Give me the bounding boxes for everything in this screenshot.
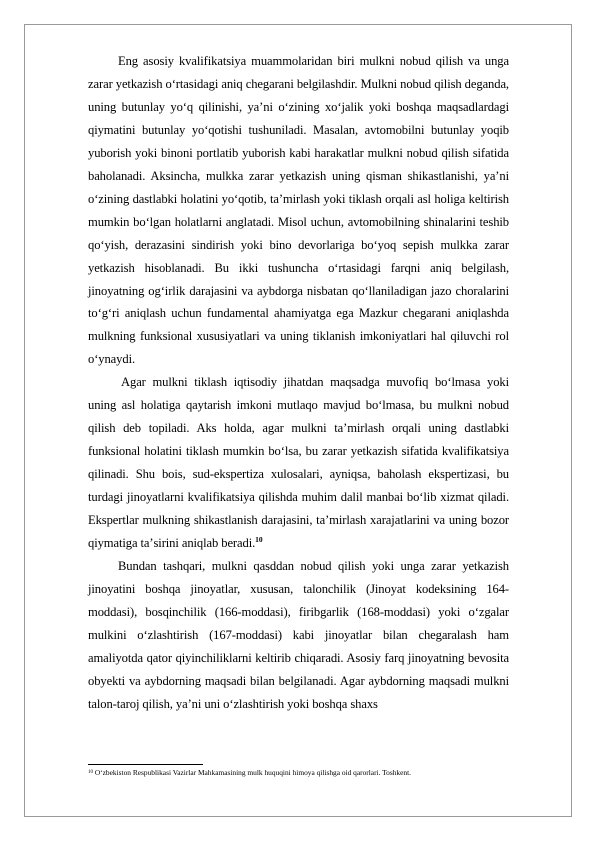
paragraph-2 bbox=[88, 371, 509, 555]
footnote-text: Oʻzbekiston Respublikasi Vazirlar Mahkamasining mulk huquqini himoya qilishga oid qarorlari. Toshkent. bbox=[93, 768, 411, 777]
paragraph-2-text: Agar mulkni tiklash iqtisodiy jihatdan maqsadga muvofiq boʻlmasa yoki uning asl holatiga qaytarish imkoni mutlaqo mavjud boʻlmasa, bu mulkni nobud qilish deb topiladi. Aks holda, agar mulkni taʼmirlash orqali uning dastlabki funksional holatini tiklash mumkin boʻlsa, bu zarar yetkazish sifatida kvalifikatsiya qilinadi. Shu bois, sud-ekspertiza xulosalari, ayniqsa, baholash ekspertizasi, bu turdagi jinoyatlarni kvalifikatsiya qilishda muhim dalil manbai boʻlib xizmat qiladi. Ekspertlar mulkning shikastlanish darajasini, taʼmirlash xarajatlarini va uning bozor qiymatiga taʼsirini aniqlab beradi. bbox=[88, 375, 509, 551]
footnote-reference[interactable]: 10 bbox=[255, 535, 263, 545]
paragraph-1: Eng asosiy kvalifikatsiya muammolaridan biri mulkni nobud qilish va unga zarar yetkazish oʻrtasidagi aniq chegarani belgilashdir. Mulkni nobud qilish deganda, uning butunlay yoʻq qilinishi, yaʼni oʻzining xoʻjalik yoki boshqa maqsadlardagi qiymatini butunlay yoʻqotishi tushuniladi. Masalan, avtomobilni butunlay yoqib yuborish yoki binoni portlatib yuborish kabi harakatlar mulkni nobud qilish sifatida baholanadi. Aksincha, mulkka zarar yetkazish uning qisman shikastlanishi, yaʼni oʻzining dastlabki holatini yoʻqotib, taʼmirlash yoki tiklash orqali asl holiga keltirish mumkin boʻlgan holatlarni anglatadi. Misol uchun, avtomobilning shinalarini teshib qoʻyish, derazasini sindirish yoki bino devorlariga boʻyoq sepish mulkka zarar yetkazish hisoblanadi. Bu ikki tushuncha oʻrtasidagi farqni aniq belgilash, jinoyatning ogʻirlik darajasini va aybdorga nisbatan qoʻllaniladigan jazo choralarini toʻgʻri aniqlash uchun fundamental ahamiyatga ega Mazkur chegarani aniqlashda mulkning funksional xususiyatlari va uning tiklanish imkoniyatlari hal qiluvchi rol oʻynaydi. bbox=[88, 54, 509, 367]
body-text bbox=[88, 50, 509, 716]
footnote-separator bbox=[88, 764, 203, 765]
footnote-number: 10 bbox=[88, 770, 93, 775]
paragraph-3: Bundan tashqari, mulkni qasddan nobud qilish yoki unga zarar yetkazish jinoyatini boshqa jinoyatlar, xususan, talonchilik (Jinoyat kodeksining 164-moddasi), bosqinchilik (166-moddasi), firibgarlik (168-moddasi) yoki oʻzgalar mulkini oʻzlashtirish (167-moddasi) kabi jinoyatlar bilan chegaralash ham amaliyotda qator qiyinchiliklarni keltirib chiqaradi. Asosiy farq jinoyatning bevosita obyekti va aybdorning maqsadi bilan belgilanadi. Agar aybdorning maqsadi mulkni talon-taroj qilish, yaʼni uni oʻzlashtirish yoki boshqa shaxs bbox=[88, 558, 509, 711]
footnote-section bbox=[88, 764, 509, 777]
footnote bbox=[88, 768, 509, 777]
